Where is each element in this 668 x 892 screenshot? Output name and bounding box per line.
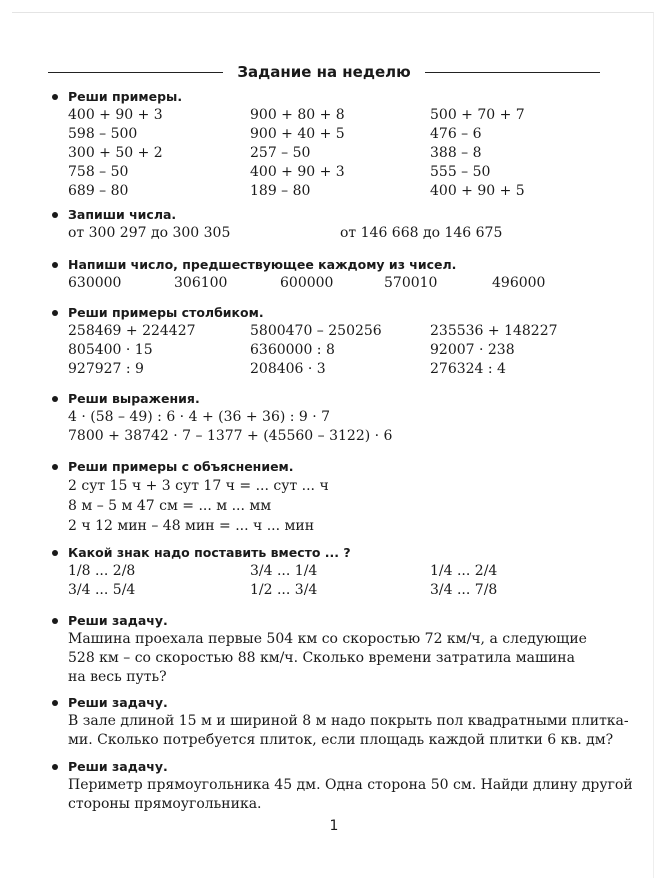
- section-column-arithmetic: [52, 304, 612, 379]
- fraction-row: [52, 581, 612, 600]
- number-value: 306100: [174, 275, 228, 291]
- bullet-icon: [52, 700, 58, 706]
- example: 758 – 50: [68, 164, 129, 180]
- example: 500 + 70 + 7: [430, 107, 525, 123]
- range-row: [52, 224, 612, 243]
- problem-text: [52, 776, 633, 814]
- fraction-comparison: 1/2 ... 3/4: [250, 582, 318, 598]
- example: 300 + 50 + 2: [68, 145, 163, 161]
- section-heading: Реши выражения.: [68, 391, 200, 406]
- expressions: [52, 408, 608, 446]
- bullet-icon: [52, 396, 58, 402]
- page-number: 1: [329, 818, 339, 834]
- bullet-icon: [52, 464, 58, 470]
- section-heading: Реши задачу.: [68, 759, 168, 774]
- section-write-numbers: [52, 206, 612, 243]
- example: 6360000 : 8: [250, 342, 335, 358]
- example: 900 + 80 + 8: [250, 107, 345, 123]
- example-row: [52, 106, 612, 125]
- example: 189 – 80: [250, 183, 311, 199]
- example-row: [52, 163, 612, 182]
- section-heading: Запиши числа.: [68, 207, 177, 222]
- problem-line: Машина проехала первые 504 км со скоростью 72 км/ч, а следующие: [68, 631, 587, 647]
- section-problem-1: [52, 612, 612, 687]
- unit-example: 2 сут 15 ч + 3 сут 17 ч = ... сут ... ч: [68, 478, 329, 494]
- section-heading: Какой знак надо поставить вместо ... ?: [68, 545, 351, 560]
- problem-line: 528 км – со скоростью 88 км/ч. Сколько времени затратила машина: [68, 650, 575, 666]
- unit-examples: [52, 476, 608, 536]
- numbers-row: [52, 274, 612, 293]
- title-rule-left: [48, 72, 223, 73]
- fraction-comparison: 3/4 ... 7/8: [430, 582, 498, 598]
- problem-line: В зале длиной 15 м и шириной 8 м надо покрыть пол квадратными плитка-: [68, 713, 629, 729]
- example-row: [52, 341, 612, 360]
- fraction-comparison: 1/8 ... 2/8: [68, 563, 136, 579]
- number-range: от 300 297 до 300 305: [68, 225, 231, 241]
- example: 276324 : 4: [430, 361, 506, 377]
- bullet-icon: [52, 550, 58, 556]
- example-row: [52, 182, 612, 201]
- unit-example: 8 м – 5 м 47 см = ... м ... мм: [68, 498, 272, 514]
- example: 235536 + 148227: [430, 323, 558, 339]
- bullet-icon: [52, 764, 58, 770]
- number-value: 630000: [68, 275, 122, 291]
- problem-text: [52, 630, 608, 687]
- example: 258469 + 224427: [68, 323, 196, 339]
- section-expressions: [52, 390, 612, 446]
- problem-line: ми. Сколько потребуется плиток, если площадь каждой плитки 6 кв. дм?: [68, 732, 614, 748]
- example: 400 + 90 + 3: [68, 107, 163, 123]
- example: 5800470 – 250256: [250, 323, 382, 339]
- example: 400 + 90 + 5: [430, 183, 525, 199]
- section-compare-fractions: [52, 544, 612, 600]
- fraction-row: [52, 562, 612, 581]
- example: 92007 · 238: [430, 342, 515, 358]
- expression: 4 · (58 – 49) : 6 · 4 + (36 + 36) : 9 · 7: [68, 409, 331, 425]
- section-examples: [52, 88, 612, 201]
- bullet-icon: [52, 212, 58, 218]
- example: 257 – 50: [250, 145, 311, 161]
- section-heading: Напиши число, предшествующее каждому из чисел.: [68, 257, 457, 272]
- fraction-comparison: 1/4 ... 2/4: [430, 563, 498, 579]
- bullet-icon: [52, 310, 58, 316]
- problem-line: на весь путь?: [68, 669, 167, 685]
- example: 400 + 90 + 3: [250, 164, 345, 180]
- number-value: 496000: [492, 275, 546, 291]
- example-row: [52, 322, 612, 341]
- number-value: 570010: [384, 275, 438, 291]
- example: 555 – 50: [430, 164, 491, 180]
- section-heading: Реши задачу.: [68, 613, 168, 628]
- problem-line: Периметр прямоугольника 45 дм. Одна сторона 50 см. Найди длину другой: [68, 777, 633, 793]
- title-rule-right: [425, 72, 600, 73]
- section-explained-examples: [52, 458, 612, 536]
- number-range: от 146 668 до 146 675: [340, 225, 503, 241]
- example: 805400 · 15: [68, 342, 153, 358]
- bullet-icon: [52, 94, 58, 100]
- bullet-icon: [52, 262, 58, 268]
- section-heading: Реши примеры столбиком.: [68, 305, 264, 320]
- section-heading: Реши примеры с объяснением.: [68, 459, 294, 474]
- example: 598 – 500: [68, 126, 138, 142]
- unit-example: 2 ч 12 мин – 48 мин = ... ч ... мин: [68, 518, 315, 534]
- section-preceding-number: [52, 256, 612, 293]
- number-value: 600000: [280, 275, 334, 291]
- section-problem-3: [52, 758, 633, 814]
- example-row: [52, 360, 612, 379]
- page-title: Задание на неделю: [237, 63, 411, 81]
- example-row: [52, 125, 612, 144]
- bullet-icon: [52, 618, 58, 624]
- section-heading: Реши примеры.: [68, 89, 183, 104]
- example-row: [52, 144, 612, 163]
- example: 476 – 6: [430, 126, 482, 142]
- problem-text: [52, 712, 629, 750]
- fraction-comparison: 3/4 ... 1/4: [250, 563, 318, 579]
- example: 900 + 40 + 5: [250, 126, 345, 142]
- example: 689 – 80: [68, 183, 129, 199]
- title-row: [48, 60, 600, 84]
- expression: 7800 + 38742 · 7 – 1377 + (45560 – 3122) · 6: [68, 428, 393, 444]
- example: 388 – 8: [430, 145, 482, 161]
- problem-line: стороны прямоугольника.: [68, 796, 262, 812]
- example: 927927 : 9: [68, 361, 144, 377]
- section-problem-2: [52, 694, 629, 750]
- section-heading: Реши задачу.: [68, 695, 168, 710]
- fraction-comparison: 3/4 ... 5/4: [68, 582, 136, 598]
- example: 208406 · 3: [250, 361, 326, 377]
